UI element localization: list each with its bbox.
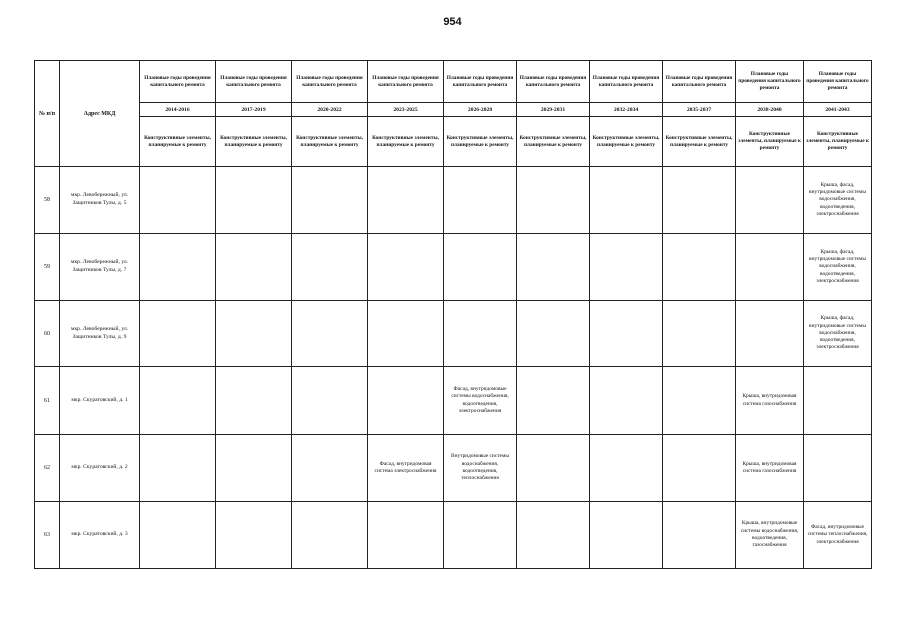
row-number: 61 [35, 367, 60, 435]
elements-header: Конструктивные элементы, планируемые к ремонту [804, 117, 872, 167]
repair-elements-cell [140, 435, 216, 502]
row-number: 63 [35, 502, 60, 569]
repair-elements-cell [663, 502, 736, 569]
period-header: Плановые годы проведения капитального ремонта [590, 61, 663, 103]
repair-elements-cell [736, 234, 804, 301]
row-number: 62 [35, 435, 60, 502]
repair-elements-cell: Крыша, фасад, внутридомовые системы водоснабжения, водоотведения, электроснабжения [804, 301, 872, 367]
years-cell: 2020-2022 [292, 103, 368, 117]
col-num-header: № п/п [35, 61, 60, 167]
elements-header: Конструктивные элементы, планируемые к ремонту [444, 117, 517, 167]
repair-elements-cell [216, 167, 292, 234]
row-address: мкр. Скуратовский, д. 2 [60, 435, 140, 502]
years-cell: 2038-2040 [736, 103, 804, 117]
repair-elements-cell [517, 167, 590, 234]
period-header: Плановые годы проведения капитального ремонта [736, 61, 804, 103]
repair-elements-cell [292, 435, 368, 502]
period-header: Плановые годы проведения капитального ремонта [517, 61, 590, 103]
elements-header: Конструктивные элементы, планируемые к ремонту [736, 117, 804, 167]
repair-elements-cell [517, 234, 590, 301]
repair-elements-cell [444, 234, 517, 301]
years-cell: 2017-2019 [216, 103, 292, 117]
table-row [35, 234, 872, 301]
period-header: Плановые годы проведения капитального ремонта [216, 61, 292, 103]
table-row [35, 502, 872, 569]
repair-elements-cell [140, 367, 216, 435]
repair-elements-cell [804, 435, 872, 502]
repair-elements-cell [663, 367, 736, 435]
repair-elements-cell: Фасад, внутридомовые системы теплоснабжения, электроснабжения [804, 502, 872, 569]
repair-elements-cell: Фасад, внутридомовая система электроснабжения [368, 435, 444, 502]
row-number: 58 [35, 167, 60, 234]
row-address: мкр. Левобережный, ул. Защитников Тулы, д. 9 [60, 301, 140, 367]
repair-elements-cell [517, 367, 590, 435]
repair-elements-cell [216, 367, 292, 435]
repair-elements-cell [368, 301, 444, 367]
repair-elements-cell [368, 234, 444, 301]
repair-elements-cell [216, 234, 292, 301]
row-address: мкр. Скуратовский, д. 3 [60, 502, 140, 569]
repair-elements-cell [444, 301, 517, 367]
period-header: Плановые годы проведения капитального ремонта [368, 61, 444, 103]
repair-elements-cell [517, 502, 590, 569]
elements-header: Конструктивные элементы, планируемые к ремонту [368, 117, 444, 167]
table-row [35, 435, 872, 502]
repair-elements-cell [292, 301, 368, 367]
repair-elements-cell [517, 435, 590, 502]
period-header: Плановые годы проведения капитального ремонта [663, 61, 736, 103]
years-cell: 2035-2037 [663, 103, 736, 117]
repair-elements-cell: Крыша, внутридомовая система газоснабжения [736, 435, 804, 502]
repair-elements-cell: Внутридомовые системы водоснабжения, водоотведения, теплоснабжения [444, 435, 517, 502]
repair-elements-cell [292, 502, 368, 569]
elements-header: Конструктивные элементы, планируемые к ремонту [292, 117, 368, 167]
capital-repair-plan-table [34, 60, 872, 569]
repair-elements-cell: Крыша, внутридомовая система газоснабжения [736, 367, 804, 435]
years-cell: 2023-2025 [368, 103, 444, 117]
repair-elements-cell: Крыша, внутридомовые системы водоснабжения, водоотведения, газоснабжения [736, 502, 804, 569]
repair-elements-cell [292, 367, 368, 435]
repair-elements-cell [517, 301, 590, 367]
repair-elements-cell: Крыша, фасад, внутридомовые системы водоснабжения, водоотведения, электроснабжения [804, 167, 872, 234]
repair-elements-cell [736, 301, 804, 367]
period-header: Плановые годы проведения капитального ремонта [804, 61, 872, 103]
repair-elements-cell [804, 367, 872, 435]
table-row [35, 167, 872, 234]
repair-elements-cell [216, 502, 292, 569]
repair-elements-cell [292, 167, 368, 234]
repair-elements-cell: Крыша, фасад, внутридомовые системы водоснабжения, водоотведения, электроснабжения [804, 234, 872, 301]
repair-elements-cell [736, 167, 804, 234]
col-address-header: Адрес МКД [60, 61, 140, 167]
row-number: 60 [35, 301, 60, 367]
repair-elements-cell [590, 367, 663, 435]
repair-elements-cell [444, 502, 517, 569]
repair-elements-cell [140, 502, 216, 569]
elements-header: Конструктивные элементы, планируемые к ремонту [663, 117, 736, 167]
page-number: 954 [443, 16, 462, 28]
years-cell: 2014-2016 [140, 103, 216, 117]
repair-elements-cell [590, 301, 663, 367]
repair-elements-cell [368, 367, 444, 435]
repair-elements-cell [590, 167, 663, 234]
elements-header: Конструктивные элементы, планируемые к ремонту [216, 117, 292, 167]
repair-elements-cell [140, 301, 216, 367]
row-number: 59 [35, 234, 60, 301]
row-address: мкр. Левобережный, ул. Защитников Тулы, д. 7 [60, 234, 140, 301]
years-cell: 2041-2043 [804, 103, 872, 117]
repair-elements-cell [140, 234, 216, 301]
repair-elements-cell: Фасад, внутридомовые системы водоснабжения, водоотведения, электроснабжения [444, 367, 517, 435]
repair-elements-cell [216, 435, 292, 502]
period-header: Плановые годы проведения капитального ремонта [140, 61, 216, 103]
elements-header: Конструктивные элементы, планируемые к ремонту [140, 117, 216, 167]
table-row [35, 367, 872, 435]
years-cell: 2032-2034 [590, 103, 663, 117]
repair-elements-cell [292, 234, 368, 301]
row-address: мкр. Скуратовский, д. 1 [60, 367, 140, 435]
repair-elements-cell [590, 502, 663, 569]
repair-elements-cell [140, 167, 216, 234]
elements-header: Конструктивные элементы, планируемые к ремонту [590, 117, 663, 167]
period-header: Плановые годы проведения капитального ремонта [444, 61, 517, 103]
row-address: мкр. Левобережный, ул. Защитников Тулы, д. 5 [60, 167, 140, 234]
years-cell: 2029-2031 [517, 103, 590, 117]
repair-elements-cell [663, 301, 736, 367]
repair-elements-cell [590, 234, 663, 301]
years-cell: 2026-2028 [444, 103, 517, 117]
repair-elements-cell [663, 167, 736, 234]
elements-header: Конструктивные элементы, планируемые к ремонту [517, 117, 590, 167]
repair-elements-cell [590, 435, 663, 502]
repair-elements-cell [368, 502, 444, 569]
repair-elements-cell [663, 234, 736, 301]
table-row [35, 301, 872, 367]
repair-elements-cell [663, 435, 736, 502]
repair-elements-cell [444, 167, 517, 234]
period-header: Плановые годы проведения капитального ремонта [292, 61, 368, 103]
repair-elements-cell [216, 301, 292, 367]
repair-elements-cell [368, 167, 444, 234]
